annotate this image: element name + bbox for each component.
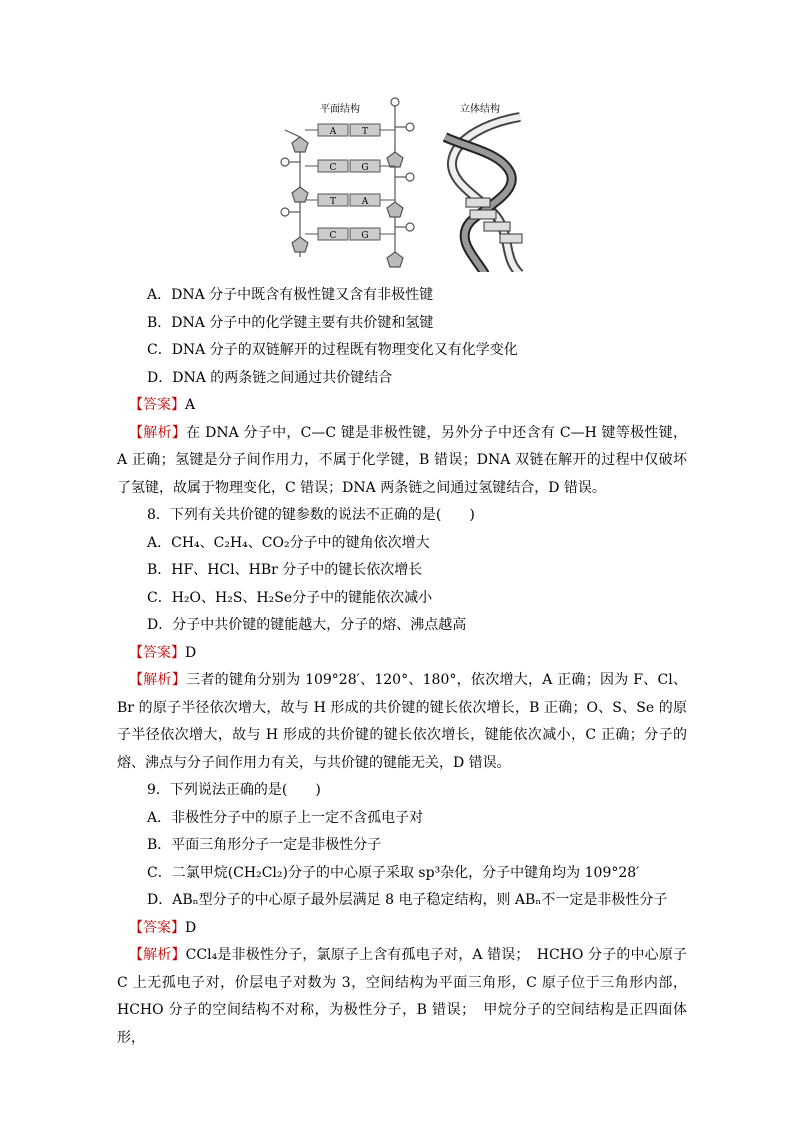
q7-option-d: D．DNA 的两条链之间通过共价键结合 (147, 369, 393, 386)
base-pair-4-right: G (361, 231, 369, 241)
q9-answer-value: D (185, 919, 197, 936)
q7-answer-value: A (185, 397, 196, 413)
q7-analysis-tag: 【解析】 (129, 424, 187, 441)
q9-stem: 9．下列说法正确的是( ) (147, 782, 321, 798)
q8-analysis-tag: 【解析】 (129, 672, 187, 688)
base-pair-3-right: A (361, 197, 369, 207)
q8-option-c: C．H₂O、H₂S、H₂Se分子中的键能依次减小 (147, 589, 433, 606)
planar-structure-label: 平面结构 (320, 104, 360, 115)
base-pair-3 (305, 194, 395, 207)
left-backbone (281, 130, 308, 257)
q9-option-c: C．二氯甲烷(CH₂Cl₂)分子的中心原子采取 sp³杂化，分子中键角均为 109°28′ (147, 864, 640, 881)
q7-option-c: C．DNA 分子的双链解开的过程既有物理变化又有化学变化 (147, 342, 518, 358)
q9-answer (117, 915, 687, 943)
q8-option-d: D．分子中共价键的键能越大，分子的熔、沸点越高 (147, 617, 467, 633)
3d-structure-label: 立体结构 (460, 104, 500, 115)
base-pair-2-right: G (361, 163, 369, 173)
q8-analysis (117, 667, 687, 777)
q7-analysis-text: 在 DNA 分子中，C—C 键是非极性键，另外分子中还含有 C—H 键等极性键，A 正确；氢键是分子间作用力，不属于化学键，B 错误；DNA 双链在解开的过程中仅破坏了氢键，故属于物理变化，C 错误；DNA 两条链之间通过氢键结合，D 错误。 (117, 424, 687, 496)
base-pair-1-left: A (329, 127, 337, 137)
q9-analysis-tag: 【解析】 (129, 947, 186, 963)
q8-option-b: B．HF、HCl、HBr 分子中的键长依次增长 (147, 562, 423, 578)
q7-option-a: A．DNA 分子中既含有极性键又含有非极性键 (147, 287, 434, 303)
q7-analysis (117, 420, 687, 503)
q8-analysis-text: 三者的键角分别为 109°28′、120°、180°，依次增大，A 正确；因为 F、Cl、Br 的原子半径依次增大，故与 H 形成的共价键的键长依次增长，B 正确；O、S、Se 的原子半径依次增大，故与 H 形成的共价键的键长依次增长，键能依次减小，C 正确；分子的熔、沸点与分子间作用力有关，与共价键的键能无关，D 错误。 (117, 672, 688, 771)
base-pair-1-right: T (361, 127, 369, 137)
base-pair-1 (305, 124, 395, 137)
q9-option-b: B．平面三角形分子一定是非极性分子 (147, 837, 382, 853)
base-pair-4 (305, 228, 395, 241)
base-pair-3-left: T (329, 197, 337, 207)
q9-answer-tag: 【答案】 (129, 919, 185, 936)
dna-structure-figure (270, 92, 550, 272)
q7-answer-tag: 【答案】 (129, 397, 185, 413)
double-helix-icon (445, 117, 522, 272)
q8-answer (117, 640, 687, 668)
q9-analysis (117, 942, 687, 1052)
base-pair-2 (305, 160, 395, 173)
q8-answer-value: D (185, 644, 197, 661)
q9-analysis-text: CCl₄是非极性分子，氯原子上含有孤电子对，A 错误； HCHO 分子的中心原子 C 上无孤电子对，价层电子对数为 3，空间结构为平面三角形，C 原子位于三角形内部，HCHO 分子的空间结构不对称，为极性分子，B 错误； 甲烷分子的空间结构是正四面体形， (117, 947, 687, 1046)
q8-answer-tag: 【答案】 (129, 644, 185, 661)
q9-option-d: D．ABₙ型分子的中心原子最外层满足 8 电子稳定结构，则 ABₙ不一定是非极性分子 (147, 892, 668, 908)
base-pair-2-left: C (329, 163, 337, 173)
base-pair-4-left: C (329, 231, 337, 241)
q9-option-a: A．非极性分子中的原子上一定不含孤电子对 (147, 809, 424, 826)
q7-option-b: B．DNA 分子中的化学键主要有共价键和氢键 (147, 314, 434, 331)
q8-option-a: A．CH₄、C₂H₄、CO₂分子中的键角依次增大 (147, 534, 430, 551)
right-backbone (387, 98, 414, 267)
q7-answer (117, 392, 687, 420)
q8-stem: 8．下列有关共价键的键参数的说法不正确的是( ) (147, 507, 475, 523)
